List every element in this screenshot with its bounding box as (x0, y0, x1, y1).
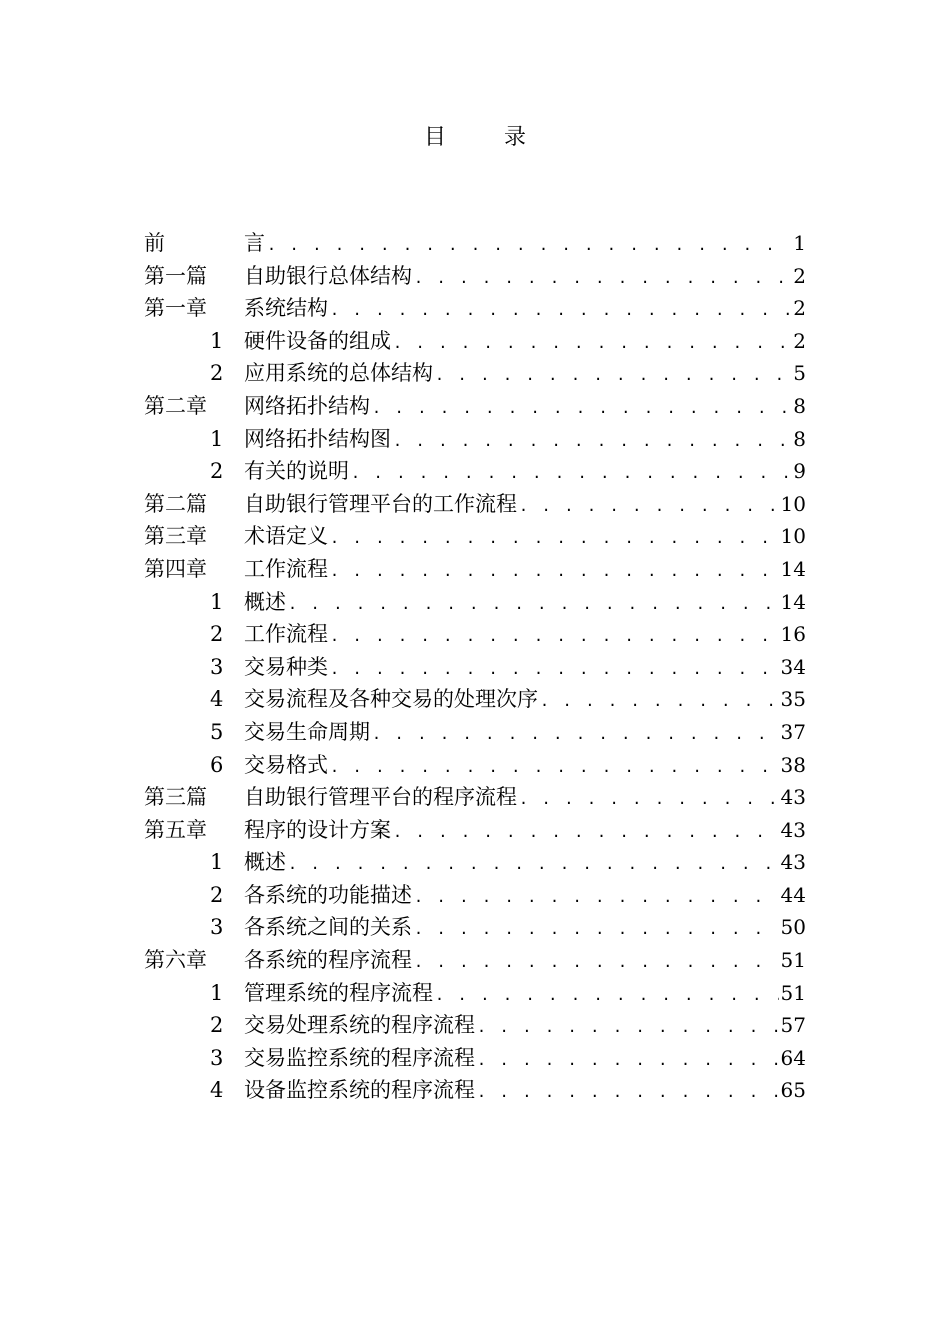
toc-entry-label (144, 846, 286, 879)
toc-section-number: 3 (210, 654, 224, 679)
toc-entry-label (144, 716, 370, 749)
toc-leader-dots (435, 359, 791, 392)
toc-entry[interactable] (144, 749, 806, 782)
toc-page-number: 37 (780, 719, 806, 744)
toc-section-number: 1 (210, 589, 224, 614)
toc-entry[interactable] (144, 553, 806, 586)
toc-entry-label (144, 944, 412, 977)
toc-page-number: 2 (793, 328, 806, 353)
toc-page-number: 43 (780, 850, 806, 875)
toc-entry-title: 交易流程及各种交易的处理次序 (244, 687, 538, 712)
toc-section-number: 2 (210, 361, 224, 386)
toc-entry-title: 管理系统的程序流程 (244, 980, 433, 1005)
toc-entry-title: 程序的设计方案 (244, 817, 391, 842)
toc-page-number: 34 (780, 654, 806, 679)
toc-page-number: 35 (780, 687, 806, 712)
toc-leader-dots (477, 1044, 779, 1077)
toc-section-number: 1 (210, 980, 224, 1005)
toc-entry-label (144, 879, 412, 912)
toc-entry[interactable] (144, 260, 806, 293)
toc-page-number: 8 (793, 426, 806, 451)
toc-section-number: 6 (210, 752, 224, 777)
toc-entry[interactable] (144, 618, 806, 651)
toc-leader-dots (540, 685, 779, 718)
toc-entry-title: 各系统的功能描述 (244, 882, 412, 907)
toc-leader-dots (267, 229, 791, 262)
toc-leader-dots (414, 913, 779, 946)
toc-entry-title: 各系统之间的关系 (244, 915, 412, 940)
toc-leader-dots (393, 425, 791, 458)
toc-leader-dots (330, 294, 791, 327)
toc-entry-label (144, 683, 538, 716)
toc-page-number: 44 (780, 882, 806, 907)
toc-section-number: 2 (210, 459, 224, 484)
toc-entry-title: 自助银行管理平台的程序流程 (244, 785, 517, 810)
toc-page-number: 43 (780, 817, 806, 842)
toc-section-number: 4 (210, 687, 224, 712)
toc-section-number: 2 (210, 882, 224, 907)
toc-entry[interactable] (144, 683, 806, 716)
toc-leader-dots (393, 327, 791, 360)
toc-leader-dots (477, 1011, 779, 1044)
toc-entry[interactable] (144, 357, 806, 390)
toc-entry[interactable] (144, 455, 806, 488)
toc-entry[interactable] (144, 977, 806, 1010)
toc-entry-title: 交易监控系统的程序流程 (244, 1045, 475, 1070)
toc-entry-label (144, 977, 433, 1010)
toc-entry[interactable] (144, 911, 806, 944)
toc-section-number: 1 (210, 850, 224, 875)
toc-section-number: 1 (210, 426, 224, 451)
toc-leader-dots (330, 620, 779, 653)
toc-entry[interactable] (144, 651, 806, 684)
toc-leader-dots (477, 1076, 779, 1109)
toc-page-number: 1 (793, 231, 806, 255)
toc-entry-label (144, 423, 391, 456)
toc-leader-dots (351, 457, 791, 490)
toc-page-number: 16 (780, 622, 806, 647)
toc-entry[interactable] (144, 1009, 806, 1042)
toc-entry-label (144, 390, 370, 423)
toc-leader-dots (330, 653, 779, 686)
toc-section-number: 3 (210, 915, 224, 940)
toc-chapter-number: 第四章 (144, 556, 207, 581)
toc-page-number: 57 (780, 1013, 806, 1038)
toc-entry-label (144, 1074, 475, 1107)
toc-entry-label (144, 651, 328, 684)
toc-page-number: 10 (780, 524, 806, 549)
toc-entry-title: 言 (244, 231, 265, 255)
toc-entry[interactable] (144, 292, 806, 325)
toc-entry-title: 各系统的程序流程 (244, 948, 412, 973)
toc-entry-title: 网络拓扑结构 (244, 393, 370, 418)
toc-entry-label (144, 520, 328, 553)
toc-page-number: 9 (793, 459, 806, 484)
toc-entry-label (144, 781, 517, 814)
toc-leader-dots (414, 946, 779, 979)
toc-leader-dots (414, 262, 791, 295)
title-char-2: 录 (504, 125, 527, 150)
toc-section-number: 4 (210, 1078, 224, 1103)
toc-chapter-number: 第一章 (144, 296, 207, 321)
toc-leader-dots (288, 848, 779, 881)
toc-chapter-number: 前 (144, 231, 165, 255)
toc-leader-dots (414, 881, 779, 914)
toc-leader-dots (330, 522, 779, 555)
toc-entry-title: 系统结构 (244, 296, 328, 321)
toc-entry-label (144, 814, 391, 847)
toc-entry-title: 网络拓扑结构图 (244, 426, 391, 451)
toc-page-number: 64 (780, 1045, 806, 1070)
toc-entry-title: 交易格式 (244, 752, 328, 777)
toc-entry[interactable] (144, 423, 806, 456)
toc-leader-dots (330, 555, 779, 588)
toc-entry[interactable] (144, 325, 806, 358)
toc-entry-title: 自助银行总体结构 (244, 263, 412, 288)
toc-entry-title: 有关的说明 (244, 459, 349, 484)
toc-section-number: 3 (210, 1045, 224, 1070)
toc-entry-title: 交易生命周期 (244, 719, 370, 744)
toc-leader-dots (372, 718, 779, 751)
toc-leader-dots (288, 588, 779, 621)
toc-entry[interactable] (144, 390, 806, 423)
toc-entry-label (144, 357, 433, 390)
toc-entry-title: 概述 (244, 589, 286, 614)
toc-entry-label (144, 553, 328, 586)
toc-entry-title: 应用系统的总体结构 (244, 361, 433, 386)
toc-entry-title: 交易处理系统的程序流程 (244, 1013, 475, 1038)
page-title (0, 120, 950, 151)
toc-entry-label (144, 227, 265, 260)
toc-chapter-number: 第三章 (144, 524, 207, 549)
toc-entry[interactable] (144, 1042, 806, 1075)
toc-entry-label (144, 455, 349, 488)
toc-chapter-number: 第三篇 (144, 785, 207, 810)
toc-chapter-number: 第一篇 (144, 263, 207, 288)
toc-page-number: 65 (780, 1078, 806, 1103)
toc-entry-title: 术语定义 (244, 524, 328, 549)
toc-entry-label (144, 1042, 475, 1075)
toc-entry[interactable] (144, 781, 806, 814)
toc-entry-label (144, 325, 391, 358)
toc-section-number: 5 (210, 719, 224, 744)
toc-entry[interactable] (144, 879, 806, 912)
toc-entry[interactable] (144, 586, 806, 619)
toc-section-number: 2 (210, 1013, 224, 1038)
toc-leader-dots (519, 783, 779, 816)
toc-entry[interactable] (144, 944, 806, 977)
toc-entry-label (144, 618, 328, 651)
toc-entry-title: 工作流程 (244, 556, 328, 581)
toc-entry-label (144, 911, 412, 944)
toc-entry[interactable] (144, 227, 806, 260)
toc-page-number: 14 (780, 589, 806, 614)
toc-entry-title: 硬件设备的组成 (244, 328, 391, 353)
toc-entry[interactable] (144, 488, 806, 521)
toc-entry-label (144, 260, 412, 293)
toc-entry-title: 交易种类 (244, 654, 328, 679)
toc-section-number: 2 (210, 622, 224, 647)
toc-entry-title: 自助银行管理平台的工作流程 (244, 491, 517, 516)
toc-chapter-number: 第二章 (144, 393, 207, 418)
title-char-1: 目 (423, 125, 446, 150)
toc-entry[interactable] (144, 1074, 806, 1107)
toc-page-number: 51 (780, 980, 806, 1005)
toc-leader-dots (435, 979, 779, 1012)
toc-entry-label (144, 1009, 475, 1042)
toc-page-number: 14 (780, 556, 806, 581)
toc-entry-label (144, 292, 328, 325)
toc-leader-dots (393, 816, 779, 849)
toc-page-number: 51 (780, 948, 806, 973)
toc-page-number: 8 (793, 393, 806, 418)
toc-entry-title: 概述 (244, 850, 286, 875)
toc-entry[interactable] (144, 716, 806, 749)
toc-chapter-number: 第六章 (144, 948, 207, 973)
toc-leader-dots (519, 490, 779, 523)
toc-entry-label (144, 749, 328, 782)
toc-page-number: 50 (780, 915, 806, 940)
toc-page-number: 43 (780, 785, 806, 810)
toc-entry-title: 工作流程 (244, 622, 328, 647)
toc-section-number: 1 (210, 328, 224, 353)
toc-chapter-number: 第二篇 (144, 491, 207, 516)
table-of-contents (144, 227, 806, 1107)
toc-entry-title: 设备监控系统的程序流程 (244, 1078, 475, 1103)
toc-page-number: 5 (793, 361, 806, 386)
toc-entry-label (144, 488, 517, 521)
toc-leader-dots (330, 751, 779, 784)
toc-leader-dots (372, 392, 791, 425)
toc-entry[interactable] (144, 520, 806, 553)
toc-page-number: 2 (793, 263, 806, 288)
toc-entry-label (144, 586, 286, 619)
toc-entry[interactable] (144, 846, 806, 879)
toc-entry[interactable] (144, 814, 806, 847)
toc-page-number: 38 (780, 752, 806, 777)
toc-page-number: 2 (793, 296, 806, 321)
toc-page-number: 10 (780, 491, 806, 516)
toc-chapter-number: 第五章 (144, 817, 207, 842)
